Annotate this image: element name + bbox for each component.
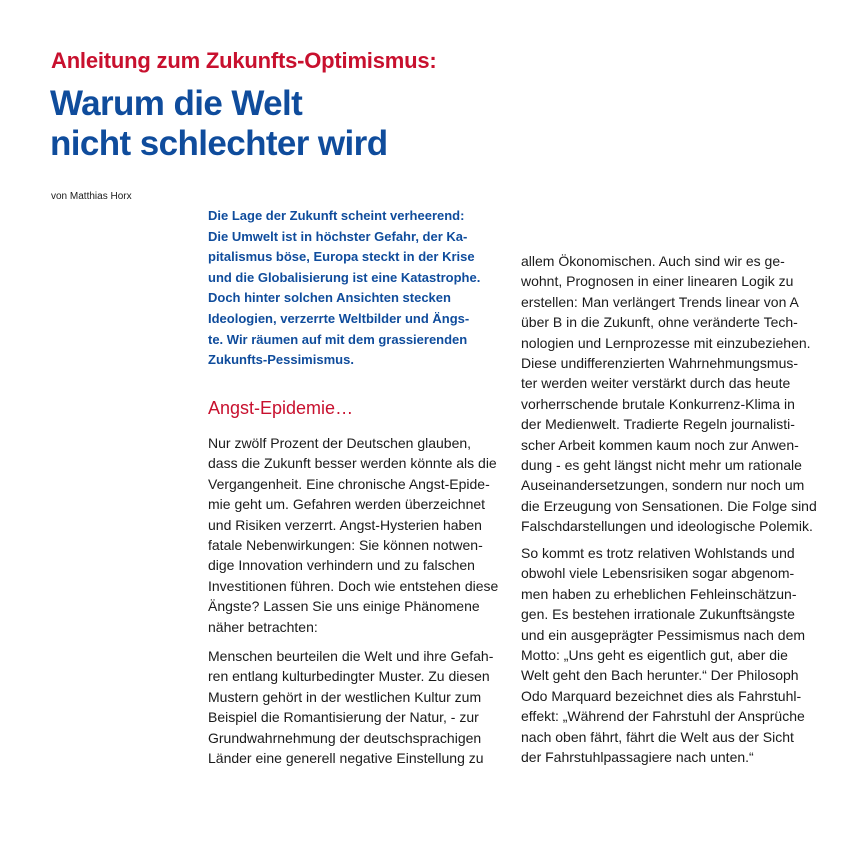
text-line: Nur zwölf Prozent der Deutschen glauben, xyxy=(208,435,472,451)
text-line: dige Innovation verhindern und zu falschen xyxy=(208,557,475,574)
text-line: mie geht um. Gefahren werden überzeichnet xyxy=(208,496,486,513)
title-line: Warum die Welt xyxy=(50,84,303,123)
text-line: Falschdarstellungen und ideologische Polemik. xyxy=(521,518,813,535)
text-line: ter werden weiter verstärkt durch das heute xyxy=(521,375,791,392)
text-line: nach oben fährt, fährt die Welt aus der Sicht xyxy=(521,728,794,745)
lead-line: und die Globalisierung ist eine Katastrophe. xyxy=(208,269,481,285)
lead-line: Zukunfts-Pessimismus. xyxy=(208,352,354,368)
text-line: über B in die Zukunft, ohne veränderte Tech- xyxy=(521,314,798,331)
text-line: allem Ökonomischen. Auch sind wir es ge- xyxy=(521,253,785,269)
text-line: effekt: „Während der Fahrstuhl der Ansprüche xyxy=(521,708,805,725)
text-line: Auseinandersetzungen, sondern nur noch um xyxy=(521,477,805,494)
text-line: Länder eine generell negative Einstellung zu xyxy=(208,750,484,767)
text-line: der Fahrstuhlpassagiere nach unten.“ xyxy=(521,749,754,766)
text-line: Motto: „Uns geht es eigentlich gut, aber die xyxy=(521,647,788,664)
text-line: Investitionen führen. Doch wie entstehen diese xyxy=(208,577,499,594)
lead-line: te. Wir räumen auf mit dem grassierenden xyxy=(208,331,468,347)
text-line: Menschen beurteilen die Welt und ihre Gefah- xyxy=(208,648,494,664)
text-line: Ängste? Lassen Sie uns einige Phänomene xyxy=(208,598,480,615)
lead-line: Die Lage der Zukunft scheint verheerend: xyxy=(208,208,465,223)
article-kicker: Anleitung zum Zukunfts-Optimismus: xyxy=(51,48,437,73)
text-line: der Medienwelt. Tradierte Regeln journalisti- xyxy=(521,416,795,433)
text-line: Welt geht den Bach herunter.“ Der Philosoph xyxy=(521,667,799,684)
text-line: näher betrachten: xyxy=(208,618,318,635)
text-line: die Erzeugung von Sensationen. Die Folge sind xyxy=(521,497,817,514)
section-subheading: Angst-Epidemie… xyxy=(208,398,354,418)
text-line: ren entlang kulturbedingter Muster. Zu diesen xyxy=(208,668,490,685)
text-line: Vergangenheit. Eine chronische Angst-Epide- xyxy=(208,475,490,492)
text-line: und Risiken verzerrt. Angst-Hysterien haben xyxy=(208,516,482,533)
lead-paragraph xyxy=(208,206,508,371)
lead-line: Die Umwelt ist in höchster Gefahr, der Ka- xyxy=(208,228,468,244)
text-line: men haben zu erheblichen Fehleinschätzun- xyxy=(521,585,797,602)
lead-line: Ideologien, verzerrte Weltbilder und Ängs- xyxy=(208,310,470,326)
text-line: Mustern gehört in der westlichen Kultur zum xyxy=(208,688,482,705)
text-line: Diese undifferenzierten Wahrnehmungsmus- xyxy=(521,355,799,372)
body-paragraph-3 xyxy=(521,251,817,537)
body-paragraph-2 xyxy=(208,646,493,768)
article-title xyxy=(50,84,388,164)
text-line: fatale Nebenwirkungen: Sie können notwen- xyxy=(208,537,483,554)
lead-line: pitalismus böse, Europa steckt in der Krise xyxy=(208,249,475,265)
text-line: scher Arbeit kommen kaum noch zur Anwen- xyxy=(521,436,799,453)
text-line: Beispiel die Romantisierung der Natur, - zur xyxy=(208,709,479,726)
text-line: obwohl viele Lebensrisiken sogar abgenom- xyxy=(521,565,795,582)
text-line: dung - es geht längst nicht mehr um rationale xyxy=(521,457,802,474)
text-line: Grundwahrnehmung der deutschsprachigen xyxy=(208,729,482,746)
text-line: Odo Marquard bezeichnet dies als Fahrstuhl- xyxy=(521,687,802,704)
text-line: dass die Zukunft besser werden könnte als die xyxy=(208,455,497,472)
text-line: erstellen: Man verlängert Trends linear von A xyxy=(521,293,799,310)
title-line: nicht schlechter wird xyxy=(50,124,388,163)
text-line: und ein ausgeprägter Pessimismus nach dem xyxy=(521,626,806,643)
lead-line: Doch hinter solchen Ansichten stecken xyxy=(208,290,451,306)
text-line: wohnt, Prognosen in einer linearen Logik zu xyxy=(521,273,794,290)
author-byline: von Matthias Horx xyxy=(51,191,132,202)
text-line: So kommt es trotz relativen Wohlstands und xyxy=(521,545,795,561)
text-line: vorherrschende brutale Konkurrenz-Klima in xyxy=(521,395,795,412)
text-line: gen. Es bestehen irrationale Zukunftsängste xyxy=(521,606,795,623)
text-line: nologien und Lernprozesse mit einzubeziehen. xyxy=(521,334,811,351)
body-paragraph-1 xyxy=(208,433,498,637)
body-paragraph-4 xyxy=(521,543,805,767)
